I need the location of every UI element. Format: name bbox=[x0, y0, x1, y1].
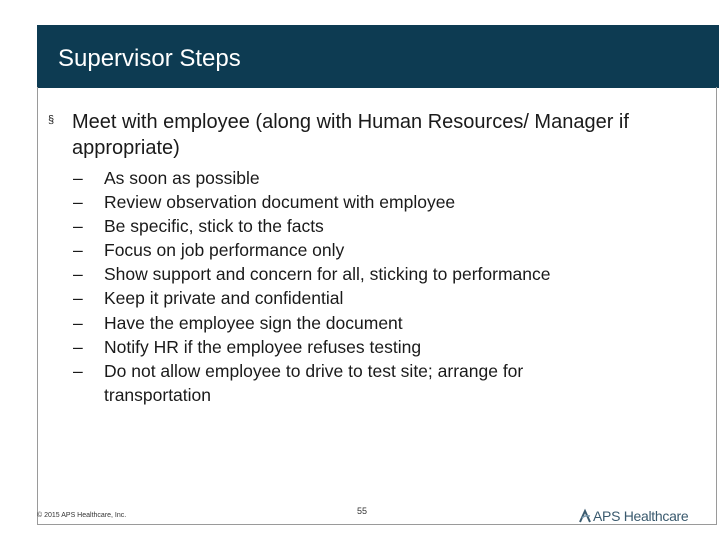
list-item-text: Focus on job performance only bbox=[104, 240, 345, 261]
list-item-text: Review observation document with employee bbox=[104, 192, 456, 213]
list-item bbox=[73, 311, 633, 335]
logo-text: APS Healthcare bbox=[593, 508, 689, 524]
list-item-text: Be specific, stick to the facts bbox=[104, 216, 324, 237]
list-item bbox=[73, 166, 633, 190]
list-item-text: Do not allow employee to drive to test site; arrange for transportation bbox=[104, 360, 524, 405]
page-number: 55 bbox=[357, 506, 368, 516]
square-bullet-icon: § bbox=[48, 114, 55, 126]
list-item bbox=[73, 359, 633, 407]
dash-marker: – bbox=[73, 168, 83, 188]
dash-marker: – bbox=[73, 312, 83, 333]
dash-marker: – bbox=[73, 360, 83, 381]
list-item bbox=[73, 238, 633, 262]
list-item-text: Show support and concern for all, sticking to performance bbox=[104, 264, 551, 285]
list-item bbox=[73, 262, 633, 286]
list-item-text: Keep it private and confidential bbox=[104, 288, 344, 309]
main-bullet bbox=[48, 109, 658, 161]
title-bar bbox=[37, 25, 719, 88]
list-item-text: Notify HR if the employee refuses testing bbox=[104, 336, 422, 357]
copyright-text: © 2015 APS Healthcare, Inc. bbox=[37, 512, 127, 519]
dash-marker: – bbox=[73, 336, 83, 357]
list-item bbox=[73, 286, 633, 310]
dash-marker: – bbox=[73, 216, 83, 237]
dash-marker: – bbox=[73, 288, 83, 309]
list-item bbox=[73, 214, 633, 238]
list-item bbox=[73, 335, 633, 359]
sub-bullet-list bbox=[73, 166, 633, 407]
aps-swoosh-icon bbox=[578, 508, 592, 524]
list-item-text: Have the employee sign the document bbox=[104, 312, 403, 333]
company-logo bbox=[578, 507, 688, 525]
dash-marker: – bbox=[73, 192, 83, 213]
list-item-text: As soon as possible bbox=[104, 168, 260, 188]
dash-marker: – bbox=[73, 240, 83, 261]
dash-marker: – bbox=[73, 264, 83, 285]
list-item bbox=[73, 190, 633, 214]
slide-title: Supervisor Steps bbox=[58, 45, 241, 72]
main-bullet-text: Meet with employee (along with Human Resources/ Manager if appropriate) bbox=[72, 111, 629, 159]
